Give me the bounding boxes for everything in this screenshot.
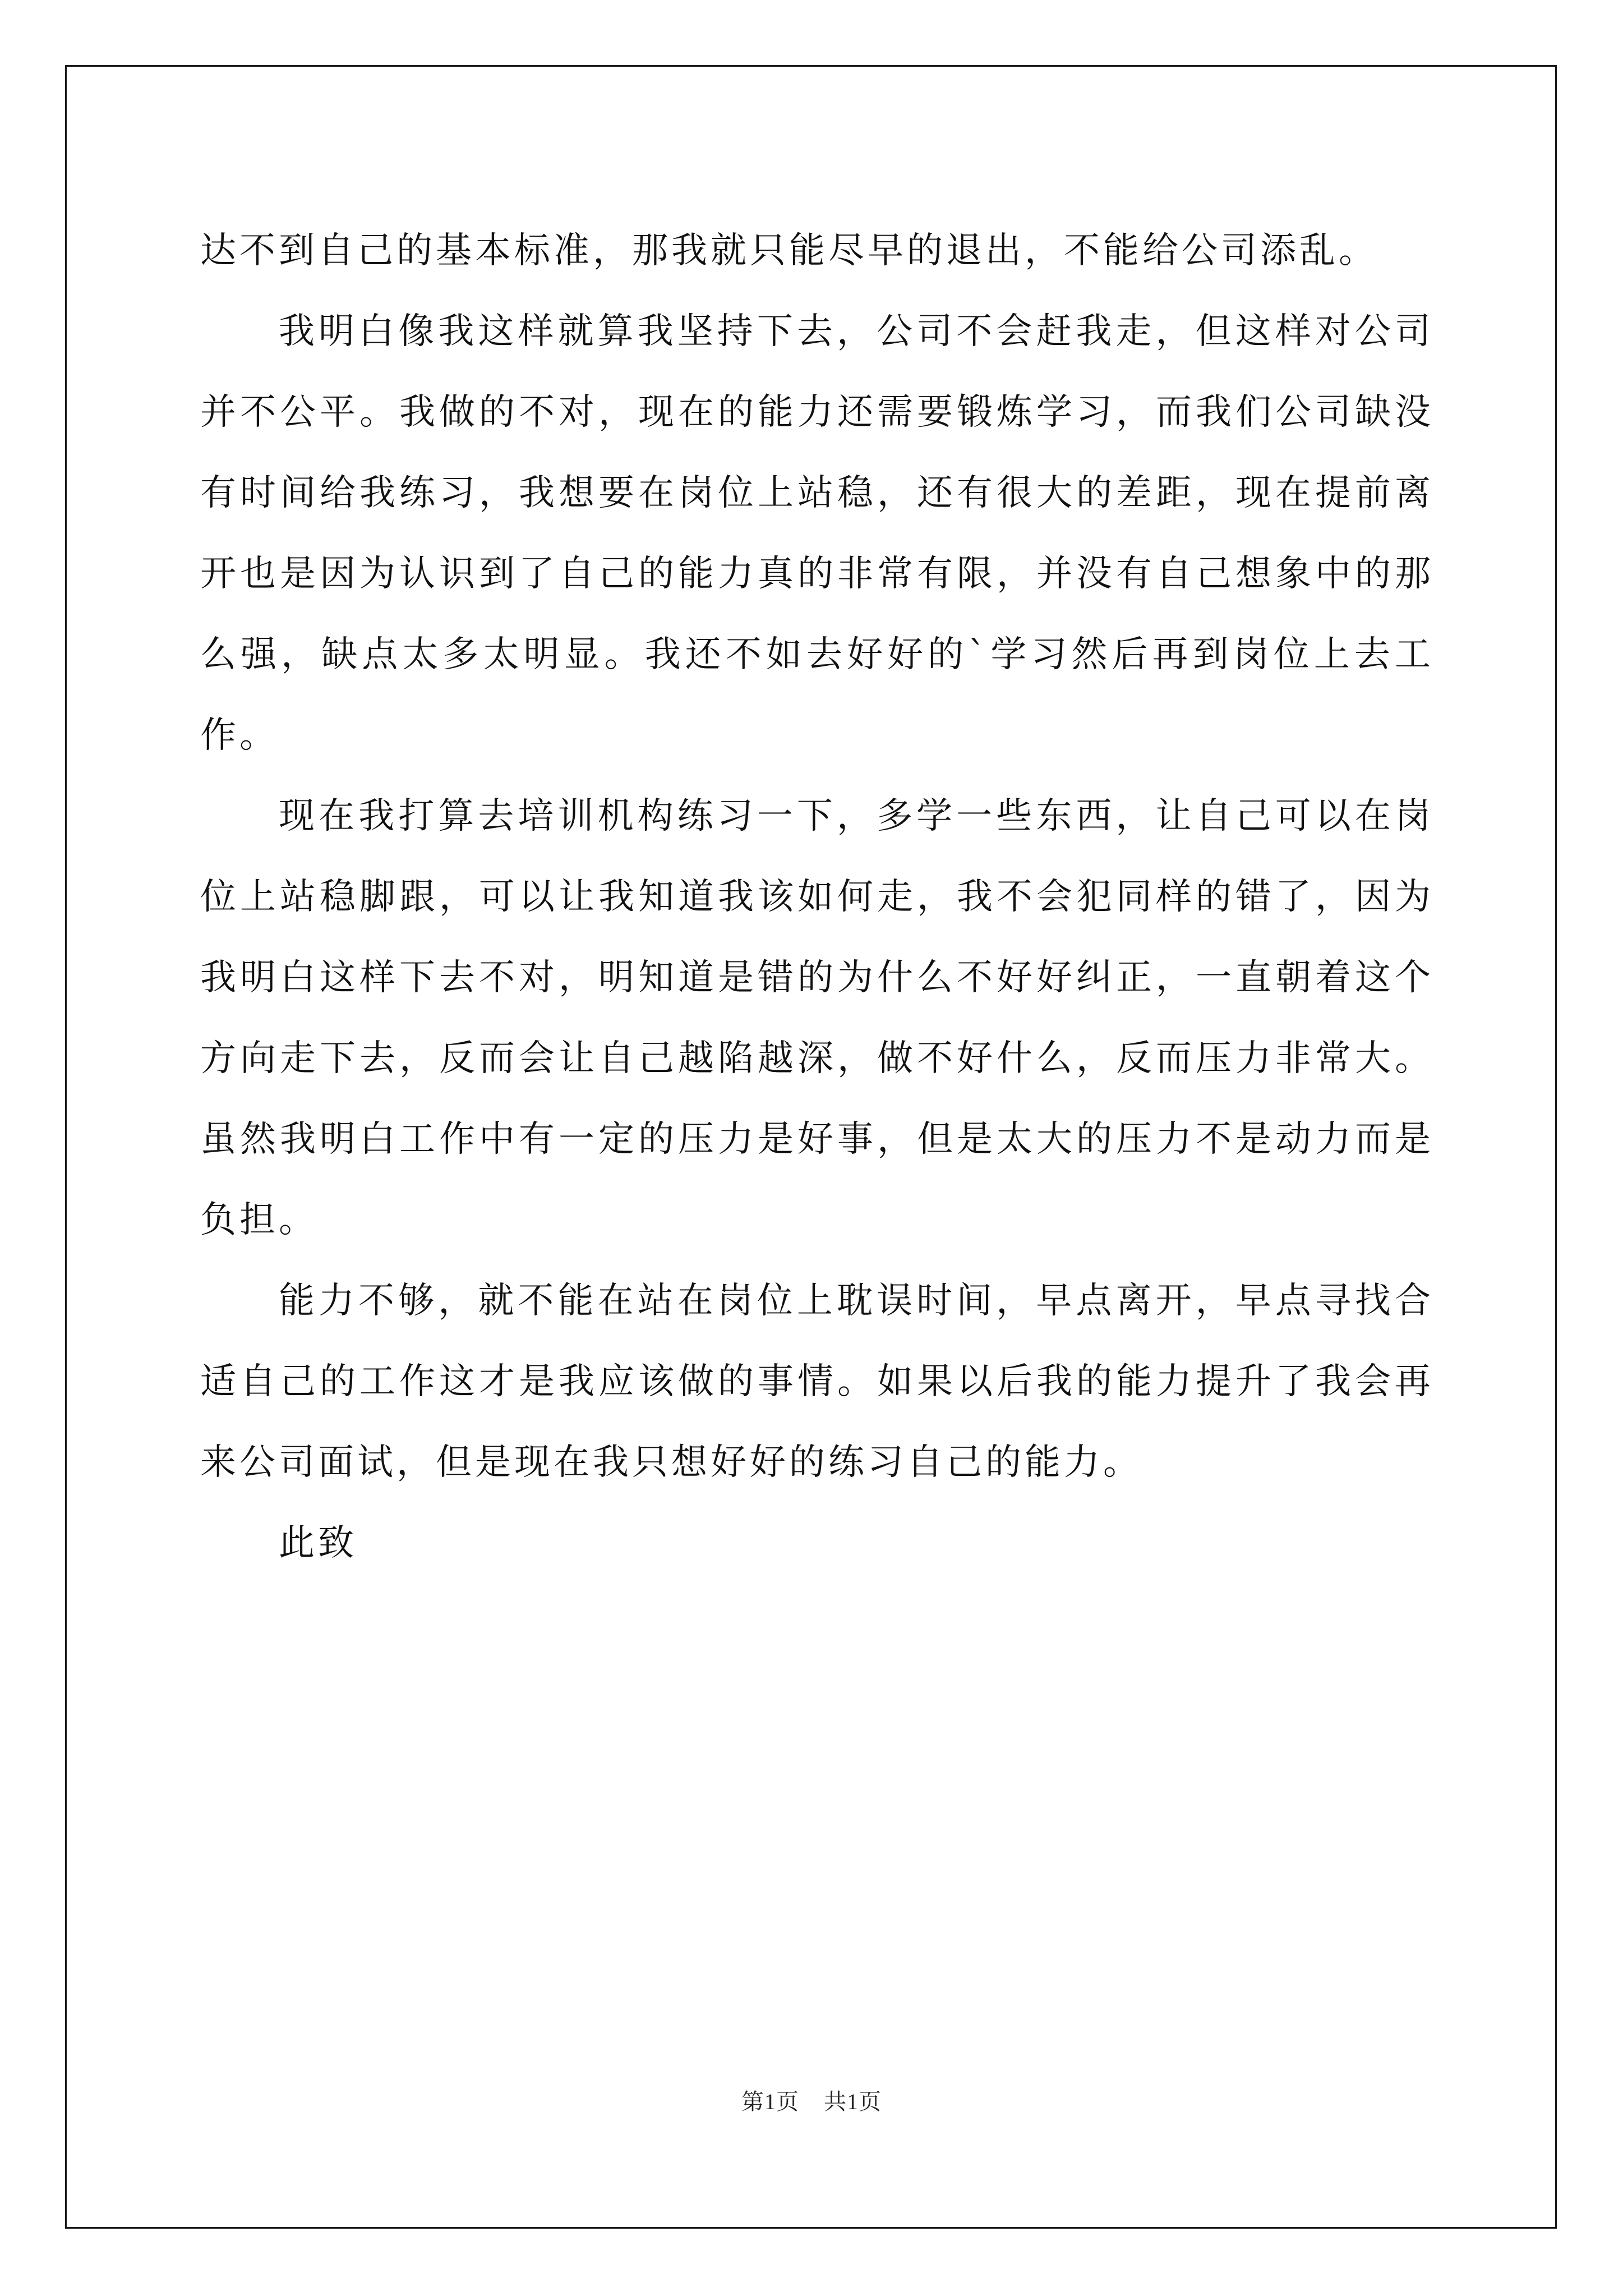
paragraph-3: 现在我打算去培训机构练习一下，多学一些东西，让自己可以在岗位上站稳脚跟，可以让我知道我该如何走，我不会犯同样的错了，因为我明白这样下去不对，明知道是错的为什么不好好纠正，一直朝着这个方向走下去，反而会让自己越陷越深，做不好什么，反而压力非常大。虽然我明白工作中有一定的压力是好事，但是太大的压力不是动力而是负担。 — [200, 795, 1434, 1241]
page-number: 第1页 — [741, 2089, 799, 2114]
page-footer — [0, 2084, 1623, 2116]
document-body — [200, 210, 1434, 1584]
closing-salutation: 此致 — [279, 1522, 357, 1564]
page-total: 共1页 — [824, 2089, 882, 2114]
paragraph-1: 达不到自己的基本标准，那我就只能尽早的退出，不能给公司添乱。 — [200, 230, 1378, 272]
paragraph-2: 我明白像我这样就算我坚持下去，公司不会赶我走，但这样对公司并不公平。我做的不对，现在的能力还需要锻炼学习，而我们公司缺没有时间给我练习，我想要在岗位上站稳，还有很大的差距，现在提前离开也是因为认识到了自己的能力真的非常有限，并没有自己想象中的那么强，缺点太多太明显。我还不如去好好的`学习然后再到岗位上去工作。 — [200, 311, 1434, 756]
paragraph-4: 能力不够，就不能在站在岗位上耽误时间，早点离开，早点寻找合适自己的工作这才是我应该做的事情。如果以后我的能力提升了我会再来公司面试，但是现在我只想好好的练习自己的能力。 — [200, 1280, 1434, 1483]
